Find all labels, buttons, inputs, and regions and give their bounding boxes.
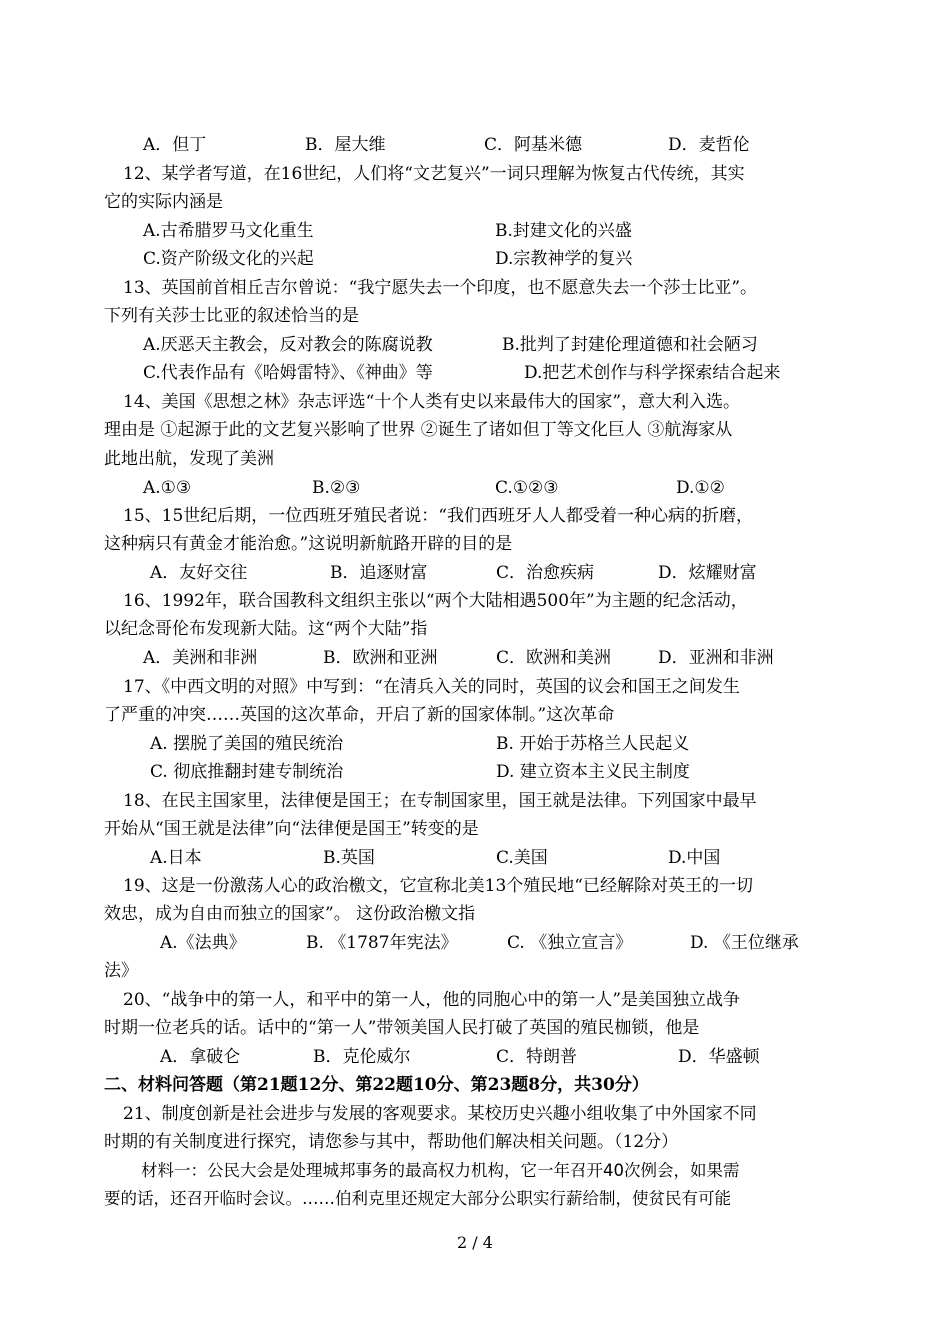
q13-option-a: A.厌恶天主教会，反对教会的陈腐说教: [143, 335, 433, 355]
q17-option-a: A. 摆脱了美国的殖民统治: [150, 734, 344, 754]
q13-stem-line1: 13、英国前首相丘吉尔曾说：“我宁愿失去一个印度，也不愿意失去一个莎士比亚”。: [123, 278, 758, 298]
q12-option-d: D.宗教神学的复兴: [495, 249, 633, 269]
q18-option-c: C.美国: [496, 848, 548, 868]
q21-stem-line1: 21、制度创新是社会进步与发展的客观要求。某校历史兴趣小组收集了中外国家不同: [123, 1104, 757, 1124]
q15-stem-line1: 15、15世纪后期，一位西班牙殖民者说：“我们西班牙人人都受着一种心病的折磨，: [123, 506, 753, 526]
q19-option-d: D. 《王位继承: [690, 933, 799, 953]
q12-stem-line2: 它的实际内涵是: [104, 192, 223, 212]
q15-option-a: A．友好交往: [150, 563, 248, 583]
q16-stem-line2: 以纪念哥伦布发现新大陆。这“两个大陆”指: [104, 619, 428, 639]
material1-line1: 材料一：公民大会是处理城邦事务的最高权力机构，它一年召开40次例会，如果需: [141, 1161, 740, 1180]
q16-option-a: A．美洲和非洲: [143, 648, 258, 668]
q17-stem-line1: 17、《中西文明的对照》中写到：“在清兵入关的同时，英国的议会和国王之间发生: [123, 677, 740, 697]
q11-option-c: C．阿基米德: [484, 135, 583, 155]
q14-stem-line1: 14、美国《思想之林》杂志评选“十个人类有史以来最伟大的国家”，意大利入选。: [123, 392, 741, 412]
q14-option-b: B.②③: [312, 478, 361, 498]
material1-line2: 要的话，还召开临时会议。……伯利克里还规定大部分公职实行薪给制，使贫民有可能: [104, 1189, 731, 1208]
q19-option-b: B. 《1787年宪法》: [306, 933, 458, 953]
q19-stem-line2: 效忠，成为自由而独立的国家”。 这份政治檄文指: [104, 904, 476, 924]
q12-option-c: C.资产阶级文化的兴起: [143, 249, 314, 269]
q18-stem-line1: 18、在民主国家里，法律便是国王；在专制国家里，国王就是法律。下列国家中最早: [123, 791, 757, 811]
q19-stem-line1: 19、这是一份激荡人心的政治檄文，它宣称北美13个殖民地“已经解除对英王的一切: [123, 876, 753, 896]
q13-option-d: D.把艺术创作与科学探索结合起来: [524, 363, 781, 383]
q17-option-c: C. 彻底推翻封建专制统治: [150, 762, 344, 782]
q19-option-a: A.《法典》: [160, 933, 246, 953]
q11-option-a: A．但丁: [143, 135, 207, 155]
q18-option-b: B.英国: [323, 848, 375, 868]
q18-stem-line2: 开始从“国王就是法律”向“法律便是国王”转变的是: [104, 819, 479, 839]
q20-stem-line1: 20、“战争中的第一人，和平中的第一人，他的同胞心中的第一人”是美国独立战争: [123, 990, 741, 1010]
q14-stem-line3: 此地出航，发现了美洲: [104, 449, 274, 469]
q14-option-d: D.①②: [676, 478, 725, 498]
q13-stem-line2: 下列有关莎士比亚的叙述恰当的是: [104, 306, 359, 326]
q17-stem-line2: 了严重的冲突……英国的这次革命，开启了新的国家体制。”这次革命: [104, 705, 615, 725]
q20-option-d: D．华盛顿: [678, 1047, 760, 1067]
q19-option-d-wrap: 法》: [104, 961, 138, 981]
q13-option-b: B.批判了封建伦理道德和社会陋习: [502, 335, 758, 355]
q12-stem-line1: 12、某学者写道，在16世纪，人们将“文艺复兴”一词只理解为恢复古代传统，其实: [123, 164, 745, 184]
q16-option-c: C．欧洲和美洲: [496, 648, 612, 668]
q12-option-a: A.古希腊罗马文化重生: [143, 221, 314, 241]
page-number: 2 / 4: [457, 1233, 493, 1252]
section-2-heading: 二、材料问答题（第21题12分、第22题10分、第23题8分，共30分）: [104, 1075, 649, 1095]
q20-option-b: B．克伦威尔: [313, 1047, 411, 1067]
q15-stem-line2: 这种病只有黄金才能治愈。”这说明新航路开辟的目的是: [104, 534, 513, 554]
q19-option-c: C. 《独立宣言》: [507, 933, 633, 953]
q16-option-d: D．亚洲和非洲: [658, 648, 774, 668]
q17-option-d: D. 建立资本主义民主制度: [496, 762, 690, 782]
q14-option-a: A.①③: [143, 478, 192, 498]
q14-stem-line2: 理由是 ①起源于此的文艺复兴影响了世界 ②诞生了诸如但丁等文化巨人 ③航海家从: [104, 420, 733, 440]
q15-option-d: D．炫耀财富: [658, 563, 757, 583]
q14-option-c: C.①②③: [495, 478, 559, 498]
q15-option-c: C．治愈疾病: [496, 563, 595, 583]
q11-option-b: B．屋大维: [305, 135, 386, 155]
q18-option-d: D.中国: [668, 848, 721, 868]
q17-option-b: B. 开始于苏格兰人民起义: [496, 734, 690, 754]
q16-option-b: B．欧洲和亚洲: [323, 648, 438, 668]
q16-stem-line1: 16、1992年，联合国教科文组织主张以“两个大陆相遇500年”为主题的纪念活动，: [123, 591, 748, 611]
q20-option-c: C．特朗普: [496, 1047, 578, 1067]
q21-stem-line2: 时期的有关制度进行探究，请您参与其中，帮助他们解决相关问题。（12分）: [104, 1132, 679, 1152]
q13-option-c: C.代表作品有《哈姆雷特》、《神曲》等: [143, 363, 433, 383]
q15-option-b: B．追逐财富: [330, 563, 428, 583]
q18-option-a: A.日本: [150, 848, 202, 868]
q20-option-a: A．拿破仑: [160, 1047, 241, 1067]
q11-option-d: D．麦哲伦: [668, 135, 750, 155]
q20-stem-line2: 时期一位老兵的话。话中的“第一人”带领美国人民打破了英国的殖民枷锁，他是: [104, 1018, 700, 1038]
q12-option-b: B.封建文化的兴盛: [495, 221, 632, 241]
